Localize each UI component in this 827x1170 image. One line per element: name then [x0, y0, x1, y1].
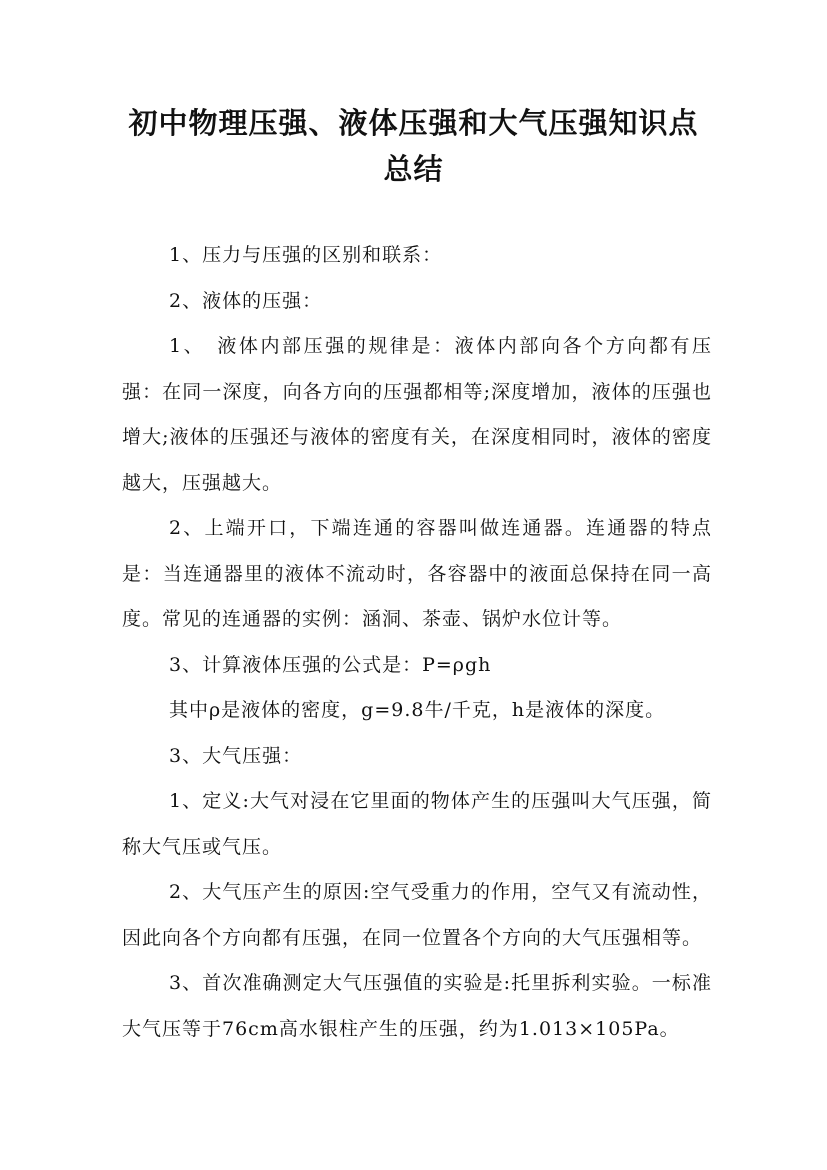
- title-line-1: 初中物理压强、液体压强和大气压强知识点: [128, 106, 699, 140]
- paragraph-formula-variables: 其中ρ是液体的密度，g=9.8牛/千克，h是液体的深度。: [169, 699, 666, 721]
- paragraph-pressure-formula: 3、计算液体压强的公式是：P=ρgh: [169, 653, 492, 676]
- document-body: [122, 233, 712, 1052]
- paragraph-atmospheric-cause: 2、大气压产生的原因:空气受重力的作用，空气又有流动性，因此向各个方向都有压强，在同一位置各个方向的大气压强相等。: [122, 881, 712, 949]
- paragraph-connected-vessels: 2、上端开口，下端连通的容器叫做连通器。连通器的特点是：当连通器里的液体不流动时，各容器中的液面总保持在同一高度。常见的连通器的实例：涵洞、茶壶、锅炉水位计等。: [122, 517, 712, 630]
- title-line-2: 总结: [383, 152, 444, 186]
- paragraph-atmospheric-heading: 3、大气压强：: [169, 744, 303, 767]
- paragraph-torricelli-experiment: 3、首次准确测定大气压强值的实验是:托里拆利实验。一标准大气压等于76cm高水银柱产生的压强，约为1.013×105Pa。: [122, 972, 712, 1040]
- paragraph-atmospheric-definition: 1、定义:大气对浸在它里面的物体产生的压强叫大气压强，简称大气压或气压。: [122, 790, 712, 858]
- paragraph-liquid-pressure-heading: 2、液体的压强：: [169, 289, 323, 312]
- paragraph-liquid-pressure-rules: 1、 液体内部压强的规律是：液体内部向各个方向都有压强：在同一深度，向各方向的压强都相等;深度增加，液体的压强也增大;液体的压强还与液体的密度有关，在深度相同时，液体的密度越大，压强越大。: [122, 335, 712, 494]
- document-title: [110, 100, 717, 192]
- paragraph-pressure-heading: 1、压力与压强的区别和联系：: [169, 244, 443, 266]
